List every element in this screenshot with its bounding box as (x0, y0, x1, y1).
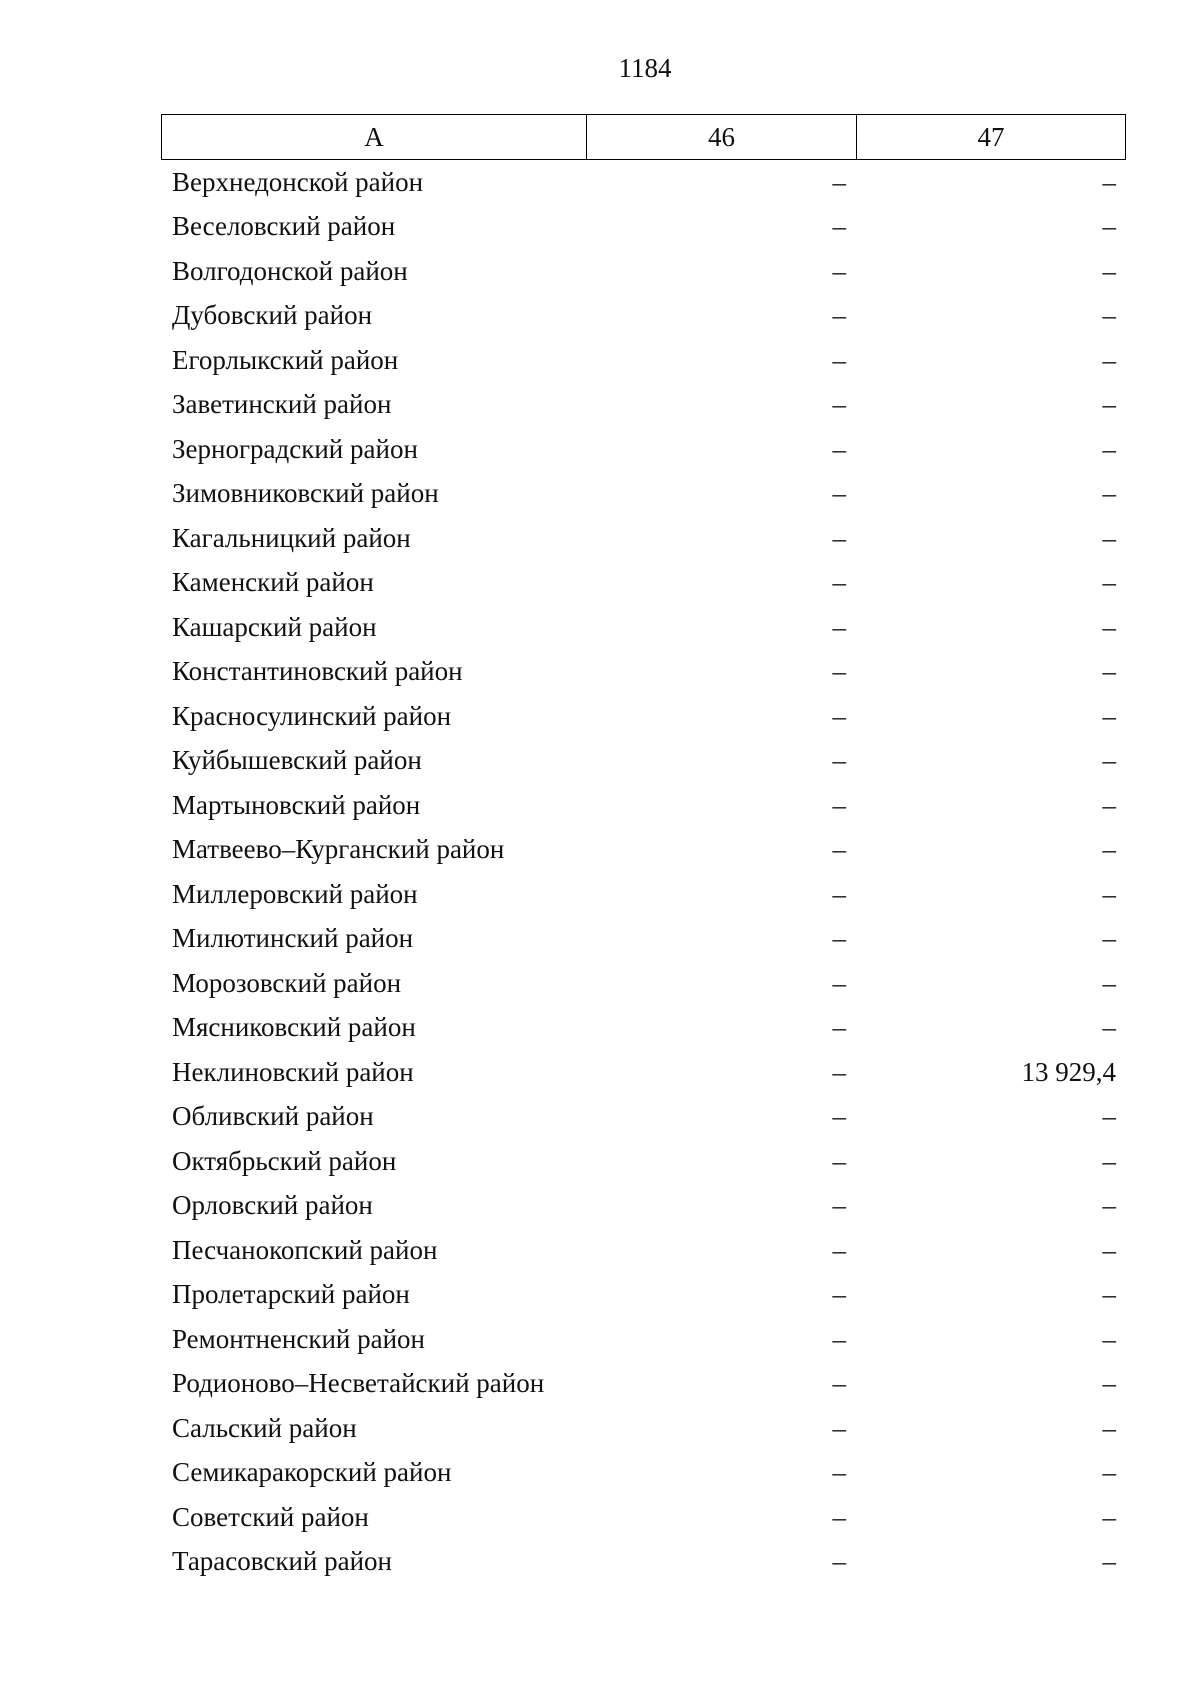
value-cell-47: – (1102, 1323, 1116, 1354)
table-row (161, 1495, 1126, 1540)
table-row (161, 1006, 1126, 1051)
table-row (161, 739, 1126, 784)
value-cell-47: – (1102, 300, 1116, 331)
value-cell-46: – (832, 745, 846, 776)
value-cell-47: – (1102, 1412, 1116, 1443)
value-cell-47: 13 929,4 (1021, 1056, 1116, 1087)
value-cell-47: – (1102, 1234, 1116, 1265)
table-row (161, 1451, 1126, 1496)
table-row (161, 205, 1126, 250)
value-cell-47: – (1102, 878, 1116, 909)
table-header (161, 114, 1126, 160)
district-name-cell: Куйбышевский район (172, 745, 422, 776)
district-name-cell: Родионово–Несветайский район (172, 1368, 545, 1399)
value-cell-46: – (832, 478, 846, 509)
value-cell-46: – (832, 878, 846, 909)
district-name-cell: Тарасовский район (172, 1546, 392, 1577)
value-cell-47: – (1102, 522, 1116, 553)
table-row (161, 338, 1126, 383)
value-cell-46: – (832, 433, 846, 464)
value-cell-46: – (832, 923, 846, 954)
district-name-cell: Семикаракорский район (172, 1457, 452, 1488)
table-row (161, 1228, 1126, 1273)
value-cell-47: – (1102, 1501, 1116, 1532)
value-cell-46: – (832, 967, 846, 998)
value-cell-46: – (832, 1234, 846, 1265)
value-cell-47: – (1102, 433, 1116, 464)
value-cell-47: – (1102, 166, 1116, 197)
district-name-cell: Октябрьский район (172, 1145, 397, 1176)
value-cell-47: – (1102, 656, 1116, 687)
district-name-cell: Мартыновский район (172, 789, 421, 820)
table-row (161, 516, 1126, 561)
district-name-cell: Красносулинский район (172, 700, 452, 731)
value-cell-46: – (832, 1279, 846, 1310)
value-cell-46: – (832, 522, 846, 553)
table-row (161, 472, 1126, 517)
value-cell-46: – (832, 211, 846, 242)
value-cell-47: – (1102, 211, 1116, 242)
value-cell-46: – (832, 1190, 846, 1221)
table-row (161, 383, 1126, 428)
district-name-cell: Егорлыкский район (172, 344, 399, 375)
table-row (161, 961, 1126, 1006)
value-cell-47: – (1102, 1190, 1116, 1221)
district-name-cell: Орловский район (172, 1190, 373, 1221)
table-body (161, 160, 1126, 1584)
value-cell-47: – (1102, 478, 1116, 509)
table-row (161, 917, 1126, 962)
value-cell-47: – (1102, 967, 1116, 998)
value-cell-46: – (832, 389, 846, 420)
district-name-cell: Советский район (172, 1501, 369, 1532)
value-cell-47: – (1102, 1368, 1116, 1399)
table-row (161, 650, 1126, 695)
table-row (161, 694, 1126, 739)
district-name-cell: Милютинский район (172, 923, 414, 954)
value-cell-47: – (1102, 255, 1116, 286)
value-cell-46: – (832, 567, 846, 598)
value-cell-46: – (832, 255, 846, 286)
district-name-cell: Дубовский район (172, 300, 373, 331)
district-name-cell: Морозовский район (172, 967, 402, 998)
value-cell-46: – (832, 1056, 846, 1087)
value-cell-47: – (1102, 745, 1116, 776)
table-row (161, 1406, 1126, 1451)
value-cell-47: – (1102, 834, 1116, 865)
value-cell-46: – (832, 834, 846, 865)
table-row (161, 294, 1126, 339)
table-row (161, 828, 1126, 873)
district-name-cell: Кашарский район (172, 611, 377, 642)
value-cell-46: – (832, 1101, 846, 1132)
value-cell-47: – (1102, 923, 1116, 954)
value-cell-47: – (1102, 567, 1116, 598)
value-cell-47: – (1102, 1101, 1116, 1132)
table-row (161, 160, 1126, 205)
value-cell-46: – (832, 1546, 846, 1577)
table-row (161, 1540, 1126, 1585)
district-name-cell: Веселовский район (172, 211, 396, 242)
district-name-cell: Сальский район (172, 1412, 357, 1443)
table-row (161, 1184, 1126, 1229)
value-cell-46: – (832, 344, 846, 375)
value-cell-46: – (832, 656, 846, 687)
value-cell-46: – (832, 1145, 846, 1176)
district-name-cell: Мясниковский район (172, 1012, 416, 1043)
value-cell-46: – (832, 1323, 846, 1354)
table-row (161, 872, 1126, 917)
district-name-cell: Зимовниковский район (172, 478, 439, 509)
district-name-cell: Ремонтненский район (172, 1323, 425, 1354)
value-cell-46: – (832, 611, 846, 642)
value-cell-47: – (1102, 1145, 1116, 1176)
table-row (161, 1273, 1126, 1318)
table-row (161, 427, 1126, 472)
table-row (161, 1317, 1126, 1362)
district-name-cell: Пролетарский район (172, 1279, 410, 1310)
value-cell-46: – (832, 1412, 846, 1443)
value-cell-46: – (832, 789, 846, 820)
district-name-cell: Обливский район (172, 1101, 374, 1132)
district-name-cell: Зерноградский район (172, 433, 418, 464)
district-name-cell: Константиновский район (172, 656, 463, 687)
district-name-cell: Кагальницкий район (172, 522, 411, 553)
header-cell-47: 47 (977, 121, 1005, 152)
table-row (161, 605, 1126, 650)
district-name-cell: Волгодонской район (172, 255, 408, 286)
district-name-cell: Верхнедонской район (172, 166, 424, 197)
value-cell-47: – (1102, 1012, 1116, 1043)
value-cell-46: – (832, 300, 846, 331)
value-cell-47: – (1102, 700, 1116, 731)
district-name-cell: Каменский район (172, 567, 374, 598)
value-cell-46: – (832, 1457, 846, 1488)
table-row (161, 249, 1126, 294)
value-cell-47: – (1102, 789, 1116, 820)
value-cell-47: – (1102, 611, 1116, 642)
value-cell-46: – (832, 1012, 846, 1043)
data-table (161, 114, 1126, 1584)
value-cell-46: – (832, 1501, 846, 1532)
table-row (161, 1095, 1126, 1140)
table-row (161, 783, 1126, 828)
page-number: 1184 (618, 53, 672, 83)
district-name-cell: Неклиновский район (172, 1056, 414, 1087)
table-row (161, 1139, 1126, 1184)
table-row (161, 1362, 1126, 1407)
value-cell-46: – (832, 1368, 846, 1399)
district-name-cell: Матвеево–Курганский район (172, 834, 505, 865)
value-cell-47: – (1102, 1546, 1116, 1577)
value-cell-46: – (832, 166, 846, 197)
value-cell-47: – (1102, 344, 1116, 375)
table-row (161, 561, 1126, 606)
value-cell-47: – (1102, 389, 1116, 420)
value-cell-47: – (1102, 1457, 1116, 1488)
district-name-cell: Миллеровский район (172, 878, 418, 909)
header-cell-a: А (162, 115, 587, 159)
header-cell-46: 46 (587, 115, 857, 159)
district-name-cell: Заветинский район (172, 389, 392, 420)
district-name-cell: Песчанокопский район (172, 1234, 438, 1265)
value-cell-46: – (832, 700, 846, 731)
table-row (161, 1050, 1126, 1095)
value-cell-47: – (1102, 1279, 1116, 1310)
